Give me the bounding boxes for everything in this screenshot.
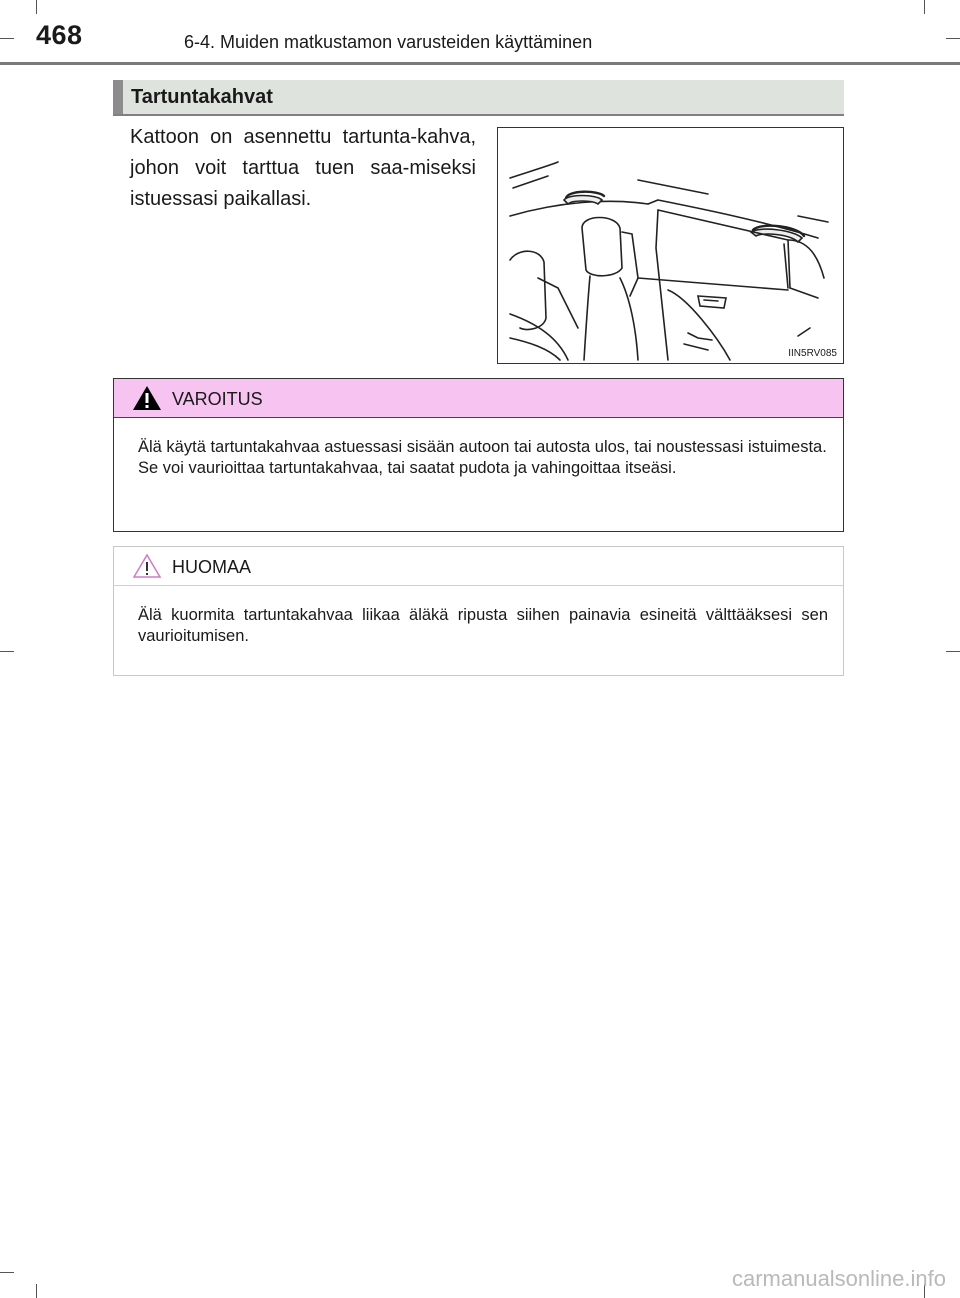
warning-header [114, 379, 843, 418]
assist-grip-illustration [497, 127, 844, 364]
header-rule [0, 62, 960, 65]
warning-triangle-icon [132, 385, 162, 416]
figure-code: IIN5RV085 [788, 348, 837, 359]
notice-body [138, 605, 828, 647]
intro-text: Kattoon on asennettu tartunta-kahva, johon voit tarttua tuen saa-miseksi istuessasi paikallasi. [130, 126, 476, 210]
notice-label: HUOMAA [172, 557, 252, 577]
warning-paragraph: Se voi vaurioittaa tartuntakahvaa, tai saatat pudota ja vahingoittaa itseäsi. [138, 459, 677, 477]
crop-mark [0, 651, 14, 652]
crop-mark [946, 651, 960, 652]
warning-body [138, 437, 828, 479]
warning-box [113, 378, 844, 532]
notice-triangle-icon [132, 553, 162, 584]
section-bar [113, 80, 123, 114]
car-interior-drawing [498, 128, 843, 363]
page-number: 468 [36, 20, 83, 50]
crop-mark [36, 0, 37, 14]
notice-header [114, 547, 843, 586]
crop-mark [0, 1272, 14, 1273]
warning-paragraph: Älä käytä tartuntakahvaa astuessasi sisään autoon tai autosta ulos, tai noustessasi istuimesta. [138, 438, 827, 456]
warning-label: VAROITUS [172, 389, 263, 409]
section-header [113, 80, 844, 116]
watermark: carmanualsonline.info [731, 1266, 946, 1291]
crop-mark [0, 38, 14, 39]
crop-mark [36, 1284, 37, 1298]
chapter-title: 6-4. Muiden matkustamon varusteiden käyttäminen [184, 32, 593, 52]
notice-paragraph: Älä kuormita tartuntakahvaa liikaa äläkä ripusta siihen painavia esineitä välttääksesi sen vaurioitumisen. [138, 606, 828, 645]
section-title: Tartuntakahvat [131, 86, 273, 108]
crop-mark [924, 0, 925, 14]
crop-mark [946, 38, 960, 39]
notice-box [113, 546, 844, 676]
